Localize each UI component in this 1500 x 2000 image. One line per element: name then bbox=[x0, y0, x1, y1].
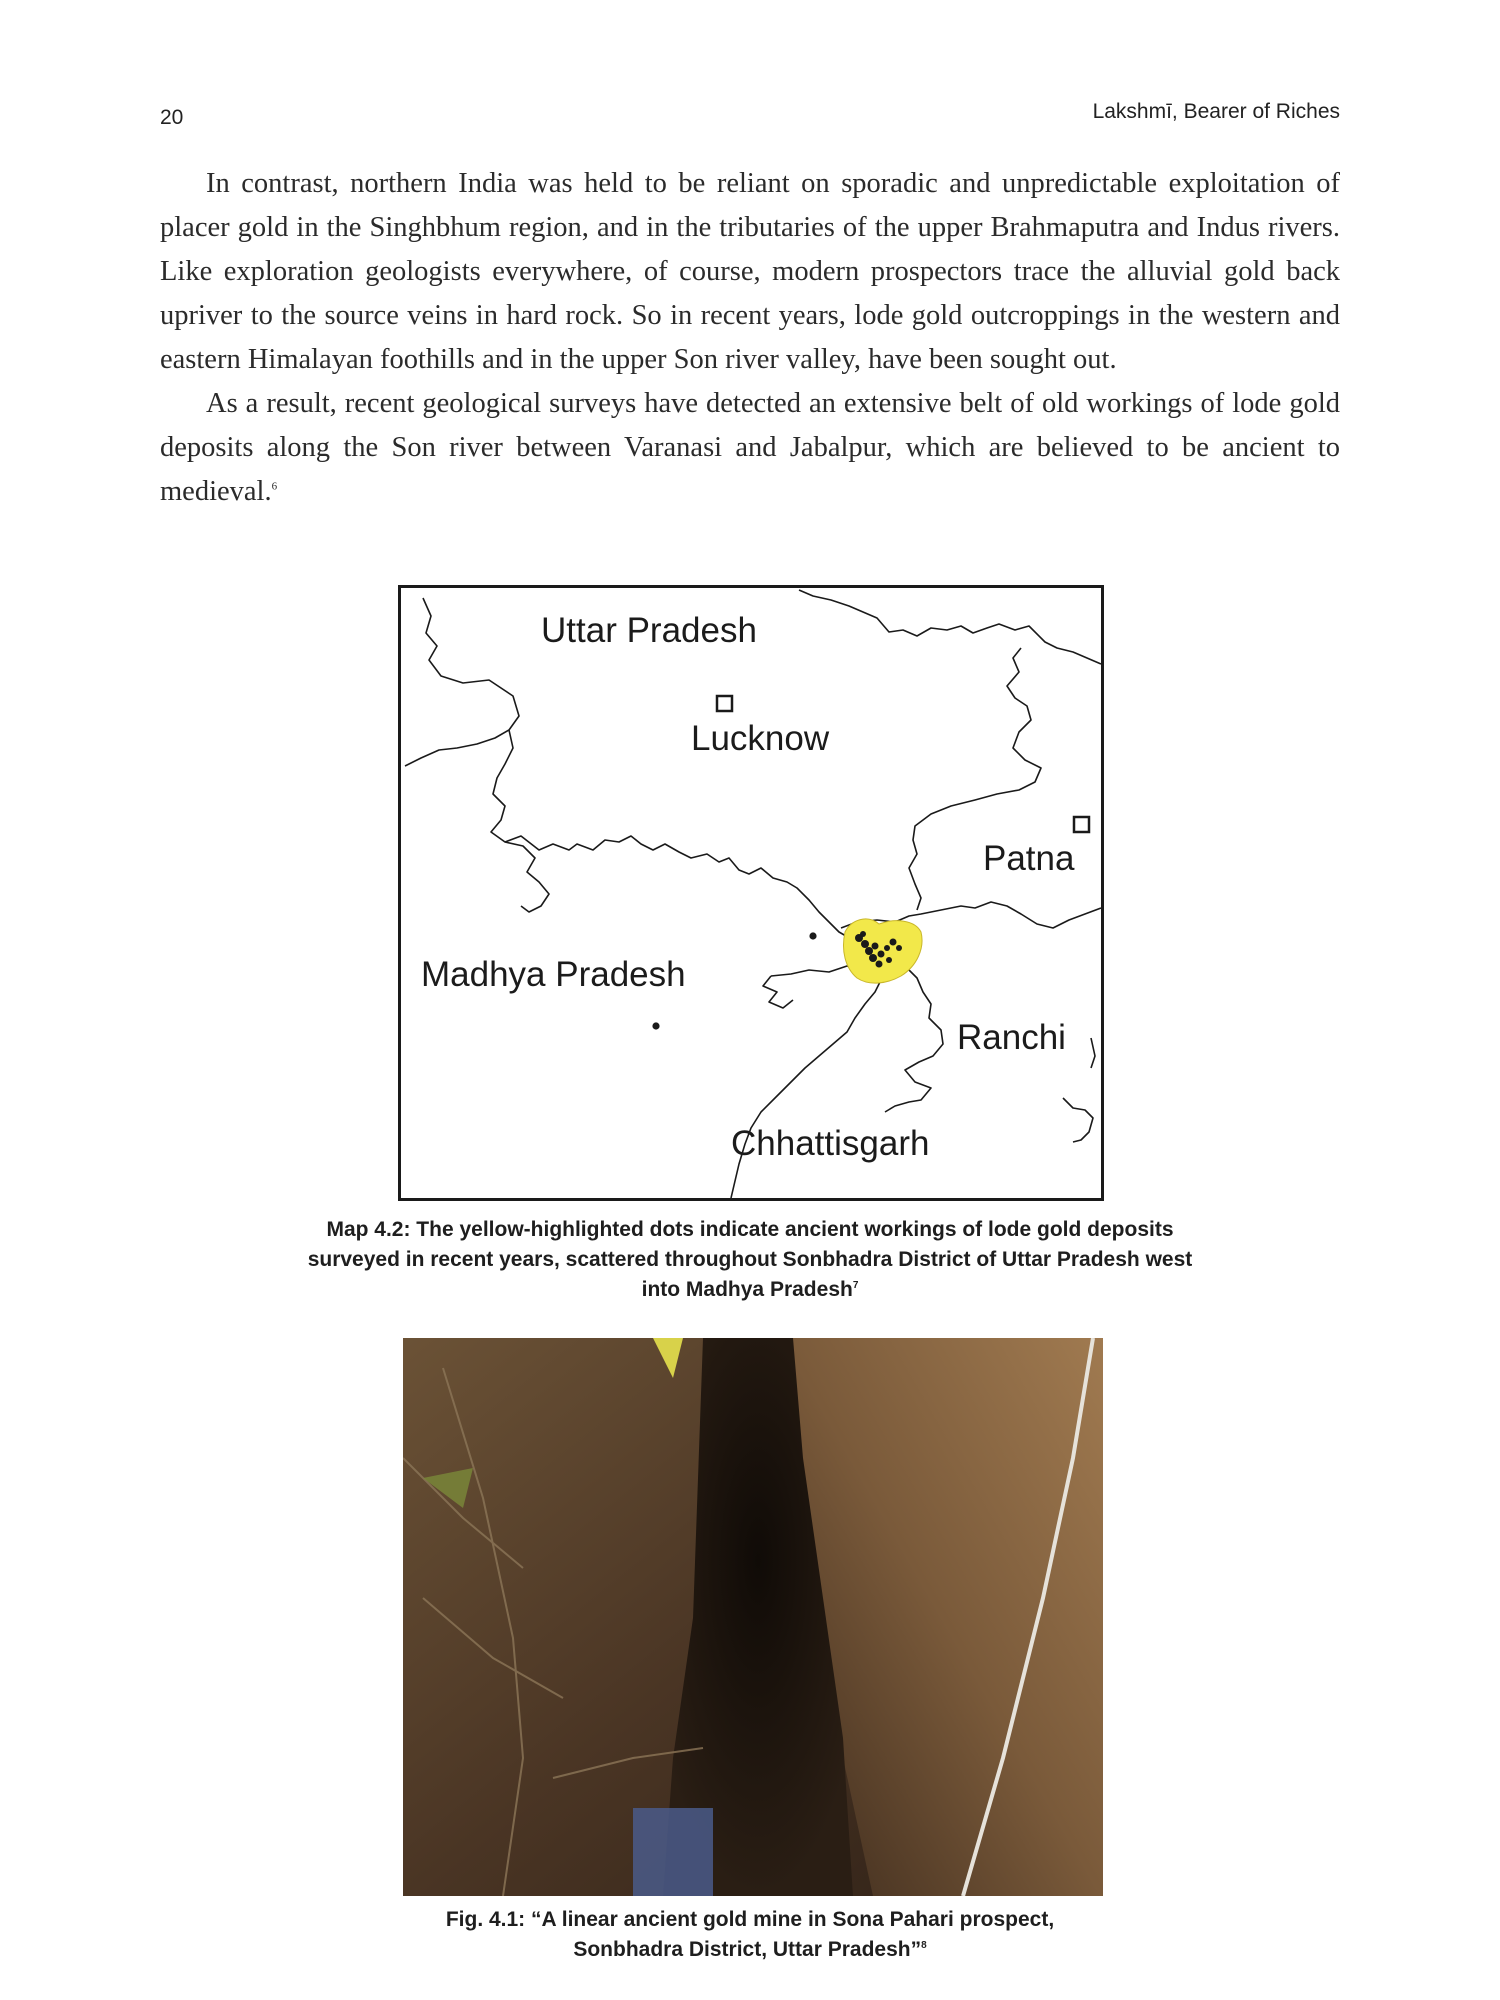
label-patna: Patna bbox=[983, 839, 1075, 878]
running-head bbox=[160, 100, 1340, 136]
city-dot-mp bbox=[652, 1022, 659, 1029]
border-up-mp bbox=[505, 836, 853, 940]
deposit-dot bbox=[876, 961, 883, 968]
paragraph-2-text: As a result, recent geological surveys have detected an extensive belt of old workings of lode gold deposits along the Son river between Varanasi and Jabalpur, which are believed to be ancient to medieval. bbox=[160, 388, 1340, 507]
deposit-dot bbox=[896, 945, 902, 951]
footnote-ref-6: 6 bbox=[271, 480, 278, 493]
map-caption-text: Map 4.2: The yellow-highlighted dots indicate ancient workings of lode gold deposits surveyed in recent years, scattered throughout Sonbhadra District of Uttar Pradesh west into Madhya Pradesh bbox=[307, 1218, 1193, 1301]
book-title: Lakshmī, Bearer of Riches bbox=[1092, 100, 1340, 123]
label-uttar-pradesh: Uttar Pradesh bbox=[541, 611, 757, 650]
label-lucknow: Lucknow bbox=[691, 719, 830, 758]
paragraph-1: In contrast, northern India was held to be reliant on sporadic and unpredictable exploitation of placer gold in the Singhbhum region, and in the tributaries of the upper Brahmaputra and Indus rivers. Like exploration geologists everywhere, of course, modern prospectors trace the alluvial gold back upriver to the source veins in hard rock. So in recent years, lode gold outcroppings in the western and eastern Himalayan foothills and in the upper Son river valley, have been sought out. bbox=[160, 168, 1340, 375]
lucknow-marker bbox=[717, 696, 732, 711]
deposit-dot bbox=[872, 943, 879, 950]
city-dot-west bbox=[809, 932, 816, 939]
figure-caption-line-2 bbox=[330, 1935, 1170, 1965]
map-svg bbox=[401, 588, 1101, 1198]
map-caption bbox=[290, 1215, 1210, 1305]
border-mp-chh bbox=[731, 966, 881, 1198]
state-borders bbox=[405, 590, 1101, 1198]
border-east-edge bbox=[1063, 1098, 1093, 1142]
border-nw bbox=[405, 598, 519, 766]
figure-caption bbox=[330, 1905, 1170, 1965]
page-number: 20 bbox=[160, 106, 184, 129]
label-madhya-pradesh: Madhya Pradesh bbox=[421, 955, 686, 994]
mine-photo bbox=[403, 1338, 1103, 1896]
mine-photo-svg bbox=[403, 1338, 1103, 1896]
border-north-river bbox=[799, 590, 1101, 664]
deposit-dot bbox=[890, 939, 897, 946]
label-chhattisgarh: Chhattisgarh bbox=[731, 1124, 930, 1163]
label-ranchi: Ranchi bbox=[957, 1018, 1066, 1057]
deposit-dot bbox=[878, 951, 885, 958]
border-west-up-mp bbox=[491, 730, 549, 912]
person-figure bbox=[633, 1808, 713, 1896]
deposit-dot bbox=[884, 945, 890, 951]
paragraph-2 bbox=[160, 382, 1340, 514]
map-figure bbox=[398, 585, 1104, 1201]
border-chh-north-loop bbox=[763, 976, 793, 1008]
deposit-dot bbox=[869, 954, 877, 962]
deposit-dot bbox=[886, 957, 892, 963]
deposit-dot bbox=[865, 947, 873, 955]
deposit-dot bbox=[861, 940, 869, 948]
figure-caption-line-1: Fig. 4.1: “A linear ancient gold mine in Sona Pahari prospect, bbox=[445, 1908, 1055, 1931]
footnote-ref-8: 8 bbox=[921, 1940, 927, 1951]
deposit-dot bbox=[860, 931, 866, 937]
patna-marker bbox=[1074, 817, 1089, 832]
border-jh-chh bbox=[885, 966, 943, 1112]
border-east-small bbox=[1091, 1038, 1095, 1068]
figure-caption-line-2-text: Sonbhadra District, Uttar Pradesh” bbox=[573, 1938, 922, 1961]
body-text bbox=[160, 162, 1340, 514]
footnote-ref-7: 7 bbox=[852, 1280, 859, 1291]
